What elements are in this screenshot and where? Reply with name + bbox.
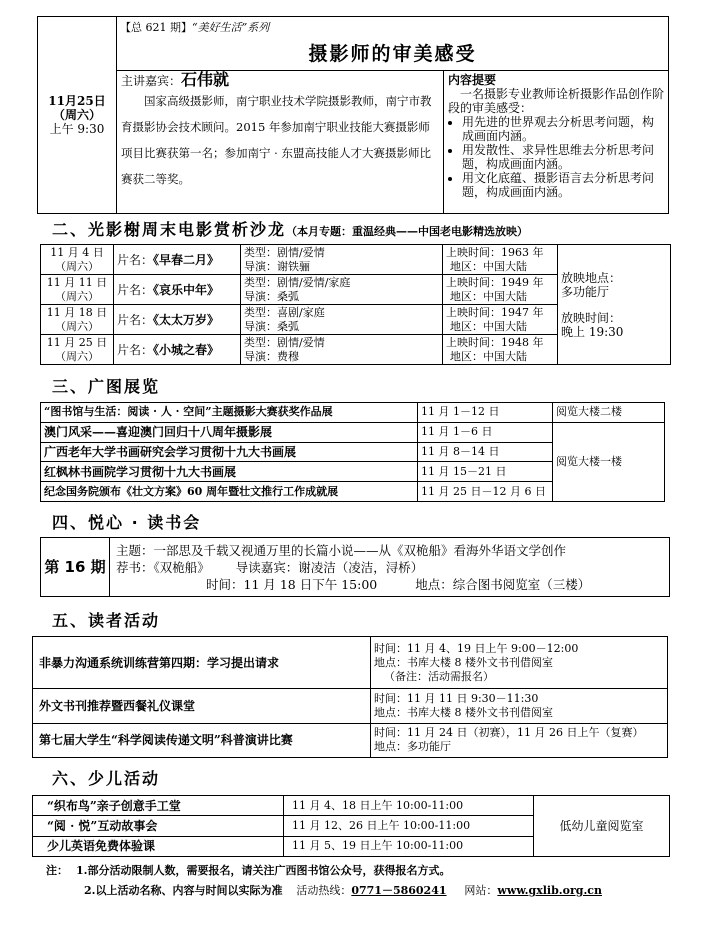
reader-activity-name: 外文书刊推荐暨西餐礼仪课堂 [33, 689, 371, 723]
film-title [114, 335, 241, 365]
children-activity-name: 少儿英语免费体验课 [33, 836, 284, 856]
exhibition-date: 11 月 1－6 日 [418, 422, 553, 442]
film-day-text: （周六） [55, 289, 99, 303]
note-1: 1.部分活动限制人数，需要报名，请关注广西图书馆公众号，获得报名方式。 [76, 864, 451, 877]
reader-activity-time: 时间：11 月 11 日 9:30－11:30 [374, 692, 539, 706]
note-line-1 [46, 862, 686, 878]
reader-activity-name: 第七届大学生“科学阅读传递文明”科普演讲比赛 [33, 723, 371, 757]
exhibition-date: 11 月 25 日－12 月 6 日 [418, 482, 553, 502]
lecture-time: 上午 9:30 [49, 122, 105, 136]
summary-point: • 用发散性、求异性思维去分析思考问题，构成画面内涵。 [462, 143, 664, 171]
film-date-text: 11 月 4 日 [50, 245, 104, 259]
film-title-label: 片名： [117, 282, 154, 297]
exhibition-place: 阅览大楼一楼 [553, 422, 665, 501]
film-date [41, 245, 114, 275]
film-director-text: 导演：桑弧 [244, 289, 299, 303]
speaker-name: 石伟就 [181, 70, 230, 89]
children-activity-time: 11 月 12、26 日上午 10:00-11:00 [284, 816, 534, 836]
series-line [117, 17, 669, 39]
film-release-text: 上映时间：1963 年 [446, 245, 544, 259]
series-prefix: 【总 621 期】 [120, 20, 192, 34]
children-activity-time: 11 月 5、19 日上午 10:00-11:00 [284, 836, 534, 856]
film-genre-text: 类型：喜剧/家庭 [244, 305, 325, 319]
film-genre-text: 类型：剧情/爱情 [244, 245, 325, 259]
summary-list [448, 115, 664, 199]
film-genre [241, 275, 443, 305]
reader-activity-info [371, 637, 668, 689]
exhibition-table [40, 402, 665, 502]
film-director-text: 导演：谢铁骊 [244, 259, 310, 273]
film-day-text: （周六） [55, 319, 99, 333]
exhibition-date: 11 月 1－12 日 [418, 403, 553, 423]
children-activity-time: 11 月 4、18 日上午 10:00-11:00 [284, 796, 534, 816]
lecture-date: 11月25日 [48, 94, 106, 108]
reader-activity-note: （备注：活动需报名） [384, 669, 494, 683]
reader-table [32, 636, 668, 758]
lecture-weekday: （周六） [52, 108, 101, 122]
exhibition-place: 阅览大楼二楼 [553, 403, 665, 423]
note-line-2 [84, 882, 694, 898]
film-table [40, 244, 671, 365]
film-title-text: 《哀乐中年》 [153, 282, 220, 297]
exhibition-name: 澳门风采——喜迎澳门回归十八周年摄影展 [41, 422, 418, 442]
film-title [114, 275, 241, 305]
exhibition-date: 11 月 8－14 日 [418, 442, 553, 462]
bookclub-issue: 第 16 期 [41, 538, 110, 597]
film-genre [241, 335, 443, 365]
lecture-table [37, 16, 669, 214]
website-link[interactable]: www.gxlib.org.cn [497, 884, 602, 897]
speaker-label: 主讲嘉宾： [121, 74, 182, 88]
lecture-datetime [38, 17, 117, 214]
film-release [443, 245, 558, 275]
film-date [41, 275, 114, 305]
film-date-text: 11 月 18 日 [46, 305, 108, 319]
section-heading-children: 六、少儿活动 [52, 769, 161, 788]
film-title-label: 片名： [117, 312, 154, 327]
film-region-text: 地区：中国大陆 [450, 259, 527, 273]
bookclub-table [40, 537, 670, 597]
hotline-number[interactable]: 0771－5860241 [351, 884, 447, 897]
speaker-cell [117, 71, 444, 214]
note-label: 注： [46, 864, 68, 877]
website-label: 网站： [464, 884, 498, 897]
film-date-text: 11 月 25 日 [46, 335, 108, 349]
section-heading-reader: 五、读者活动 [52, 611, 161, 630]
speaker-bio: 国家高级摄影师，南宁职业技术学院摄影教师，南宁市教育摄影协会技术顾问。2015 年参加南宁职业技能大赛摄影师项目比赛获第一名；参加南宁 · 东盟高技能人才大赛摄影师比赛获二等奖。 [121, 94, 432, 186]
film-region-text: 地区：中国大陆 [450, 349, 527, 363]
film-heading-sub: （本月专题：重温经典——中国老电影精选放映） [286, 225, 529, 238]
film-title-label: 片名： [117, 252, 154, 267]
children-place: 低幼儿童阅览室 [534, 796, 670, 857]
film-release-text: 上映时间：1948 年 [446, 335, 544, 349]
film-region-text: 地区：中国大陆 [450, 319, 527, 333]
film-time: 晚上 19:30 [561, 324, 624, 339]
film-day-text: （周六） [55, 259, 99, 273]
section-heading-bookclub: 四、悦心 · 读书会 [52, 513, 202, 532]
summary-cell [444, 71, 669, 214]
lecture-title: 摄影师的审美感受 [117, 39, 669, 71]
summary-title: 内容提要 [448, 73, 497, 87]
film-date-text: 11 月 11 日 [46, 275, 108, 289]
film-release [443, 305, 558, 335]
film-release [443, 335, 558, 365]
film-director-text: 导演：桑弧 [244, 319, 299, 333]
reader-activity-info [371, 723, 668, 757]
summary-point: • 用文化底蕴、摄影语言去分析思考问题，构成画面内涵。 [462, 171, 664, 199]
section-heading-exhibition: 三、广图展览 [52, 377, 161, 396]
bookclub-topic: 主题：一部思及千载又视通万里的长篇小说——从《双桅船》看海外华语文学创作 [116, 542, 567, 558]
film-genre [241, 305, 443, 335]
film-date [41, 305, 114, 335]
children-activity-name: “织布鸟”亲子创意手工堂 [33, 796, 284, 816]
film-venue-label: 放映地点： [561, 270, 622, 285]
film-day-text: （周六） [55, 349, 99, 363]
exhibition-name: 纪念国务院颁布《壮文方案》60 周年暨壮文推行工作成就展 [41, 482, 418, 502]
reader-activity-place: 地点：书库大楼 8 楼外文书刊借阅室 [374, 655, 553, 669]
film-release [443, 275, 558, 305]
bookclub-book: 荐书：《双桅船》 [116, 559, 210, 575]
film-title [114, 305, 241, 335]
bookclub-guide: 导读嘉宾：谢凌洁（凌洁，浔桥） [235, 559, 424, 575]
film-title-text: 《太太万岁》 [153, 312, 220, 327]
reader-activity-time: 时间：11 月 24 日（初赛），11 月 26 日上午（复赛） [374, 726, 644, 740]
bookclub-place: 地点：综合图书阅览室（三楼） [415, 576, 591, 592]
film-genre-text: 类型：剧情/爱情/家庭 [244, 275, 351, 289]
series-name: “美好生活”系列 [192, 20, 270, 34]
note-2: 2.以上活动名称、内容与时间以实际为准 [84, 884, 283, 897]
film-release-text: 上映时间：1947 年 [446, 305, 544, 319]
reader-activity-place: 地点：书库大楼 8 楼外文书刊借阅室 [374, 706, 553, 720]
reader-activity-info [371, 689, 668, 723]
hotline-label: 活动热线： [296, 884, 352, 897]
film-director-text: 导演：费穆 [244, 349, 299, 363]
bookclub-details [110, 538, 670, 597]
reader-activity-place: 地点：多功能厅 [374, 740, 451, 754]
film-title-text: 《早春二月》 [153, 252, 220, 267]
children-table [32, 795, 670, 857]
film-genre [241, 245, 443, 275]
film-time-label: 放映时间： [561, 310, 622, 325]
exhibition-name: “图书馆与生活：阅读 · 人 · 空间”主题摄影大赛获奖作品展 [41, 403, 418, 423]
film-release-text: 上映时间：1949 年 [446, 275, 544, 289]
exhibition-name: 广西老年大学书画研究会学习贯彻十九大书画展 [41, 442, 418, 462]
film-region-text: 地区：中国大陆 [450, 289, 527, 303]
reader-activity-name: 非暴力沟通系统训练营第四期：学习提出请求 [33, 637, 371, 689]
film-date [41, 335, 114, 365]
exhibition-name: 红枫林书画院学习贯彻十九大书画展 [41, 462, 418, 482]
summary-point: • 用先进的世界观去分析思考问题，构成画面内涵。 [462, 115, 664, 143]
film-venue: 多功能厅 [561, 284, 610, 299]
film-title-text: 《小城之春》 [153, 342, 220, 357]
film-title [114, 245, 241, 275]
reader-activity-time: 时间：11 月 4、19 日上午 9:00－12:00 [374, 641, 579, 655]
summary-intro: 一名摄影专业教师诠析摄影作品创作阶段的审美感受： [448, 87, 665, 115]
section-heading-film [52, 217, 528, 240]
film-genre-text: 类型：剧情/爱情 [244, 335, 325, 349]
film-venue-cell [558, 245, 671, 365]
bookclub-time: 时间：11 月 18 日下午 15:00 [206, 576, 378, 592]
film-title-label: 片名： [117, 342, 154, 357]
exhibition-date: 11 月 15－21 日 [418, 462, 553, 482]
film-heading-text: 二、光影榭周末电影赏析沙龙 [52, 220, 287, 239]
children-activity-name: “阅 · 悦”互动故事会 [33, 816, 284, 836]
